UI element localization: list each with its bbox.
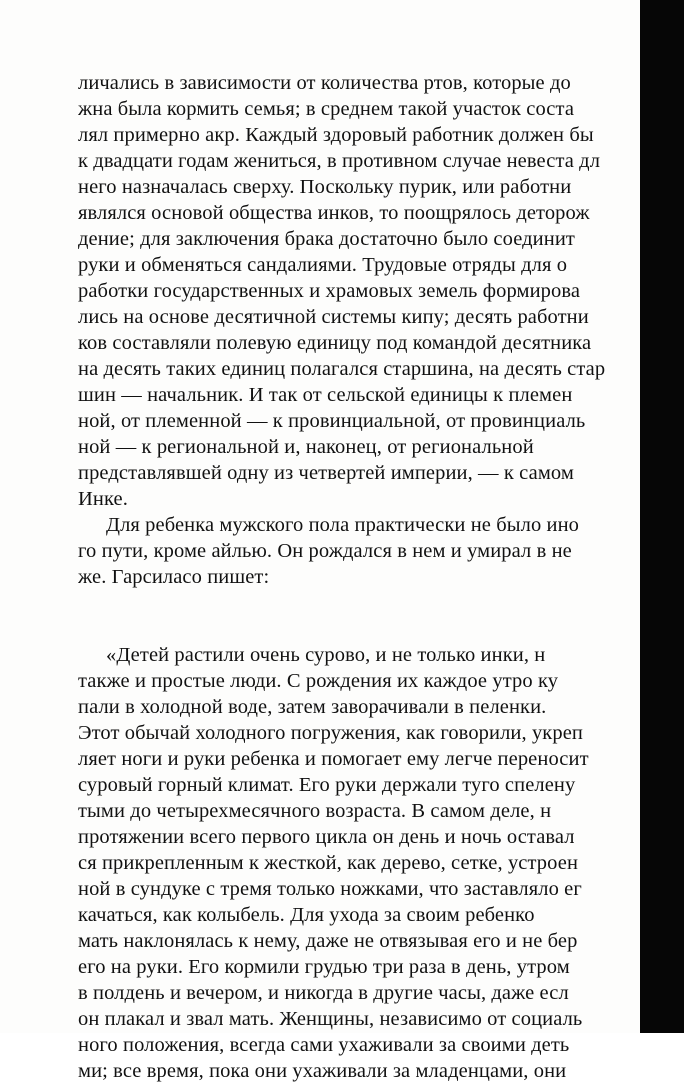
text-line: руки и обменяться сандалиями. Трудовые отряды для о [78,254,568,276]
text-line: представлявшей одну из четвертей империи, — к самом [78,462,574,484]
text-line: тыми до четырехмесячного возраста. В самом деле, н [78,800,552,822]
text-line: него назначалась сверху. Поскольку пурик, или работни [78,176,572,198]
text-line: он плакал и звал мать. Женщины, независимо от социаль [78,1008,583,1030]
quote-paragraph [78,642,650,1084]
text-line: лись на основе десятичной системы кипу; десять работни [78,306,589,328]
text-line: в полдень и вечером, и никогда в другие часы, даже есл [78,982,569,1004]
text-line: лял примерно акр. Каждый здоровый работник должен бы [78,124,594,146]
text-line: ной — к региональной и, наконец, от региональной [78,436,534,458]
page-text [78,70,650,1084]
text-line: го пути, кроме айлью. Он рождался в нем и умирал в не [78,540,572,562]
text-line: ной, от племенной — к провинциальной, от провинциаль [78,410,586,432]
text-line: шин — начальник. И так от сельской единицы к племен [78,384,573,406]
text-line: жна была кормить семья; в среднем такой участок соста [78,98,575,120]
paragraph-2 [78,512,650,590]
text-line: «Детей растили очень сурово, и не только инки, н [106,644,546,666]
paragraph-gap [78,590,650,642]
text-line: на десять таких единиц полагался старшина, на десять стар [78,358,606,380]
text-line: ся прикрепленным к жесткой, как дерево, сетке, устроен [78,852,579,874]
text-line: качаться, как колыбель. Для ухода за своим ребенко [78,904,535,926]
text-line: пали в холодной воде, затем заворачивали в пеленки. [78,696,547,718]
paragraph-1 [78,70,650,512]
text-line: также и простые люди. С рождения их каждое утро ку [78,670,559,692]
text-line: ного положения, всегда сами ухаживали за своими деть [78,1034,570,1056]
text-line: его на руки. Его кормили грудью три раза в день, утром [78,956,570,978]
text-line: Для ребенка мужского пола практически не было ино [106,514,580,536]
text-line: Инке. [78,488,128,510]
text-line: ми; все время, пока они ухаживали за младенцами, они [78,1060,567,1082]
text-line: мать наклонялась к нему, даже не отвязывая его и не бер [78,930,578,952]
text-line: суровый горный климат. Его руки держали туго спелену [78,774,576,796]
text-line: дение; для заключения брака достаточно было соединит [78,228,575,250]
text-line: Этот обычай холодного погружения, как говорили, укреп [78,722,583,744]
text-line: работки государственных и храмовых земель формирова [78,280,581,302]
text-line: протяжении всего первого цикла он день и ночь оставал [78,826,575,848]
text-line: же. Гарсиласо пишет: [78,566,270,588]
text-line: личались в зависимости от количества ртов, которые до [78,72,571,94]
text-line: к двадцати годам жениться, в противном случае невеста дл [78,150,601,172]
text-line: ков составляли полевую единицу под командой десятника [78,332,592,354]
text-line: ляет ноги и руки ребенка и помогает ему легче переносит [78,748,589,770]
text-line: являлся основой общества инков, то поощрялось деторож [78,202,590,224]
text-line: ной в сундуке с тремя только ножками, что заставляло ег [78,878,582,900]
